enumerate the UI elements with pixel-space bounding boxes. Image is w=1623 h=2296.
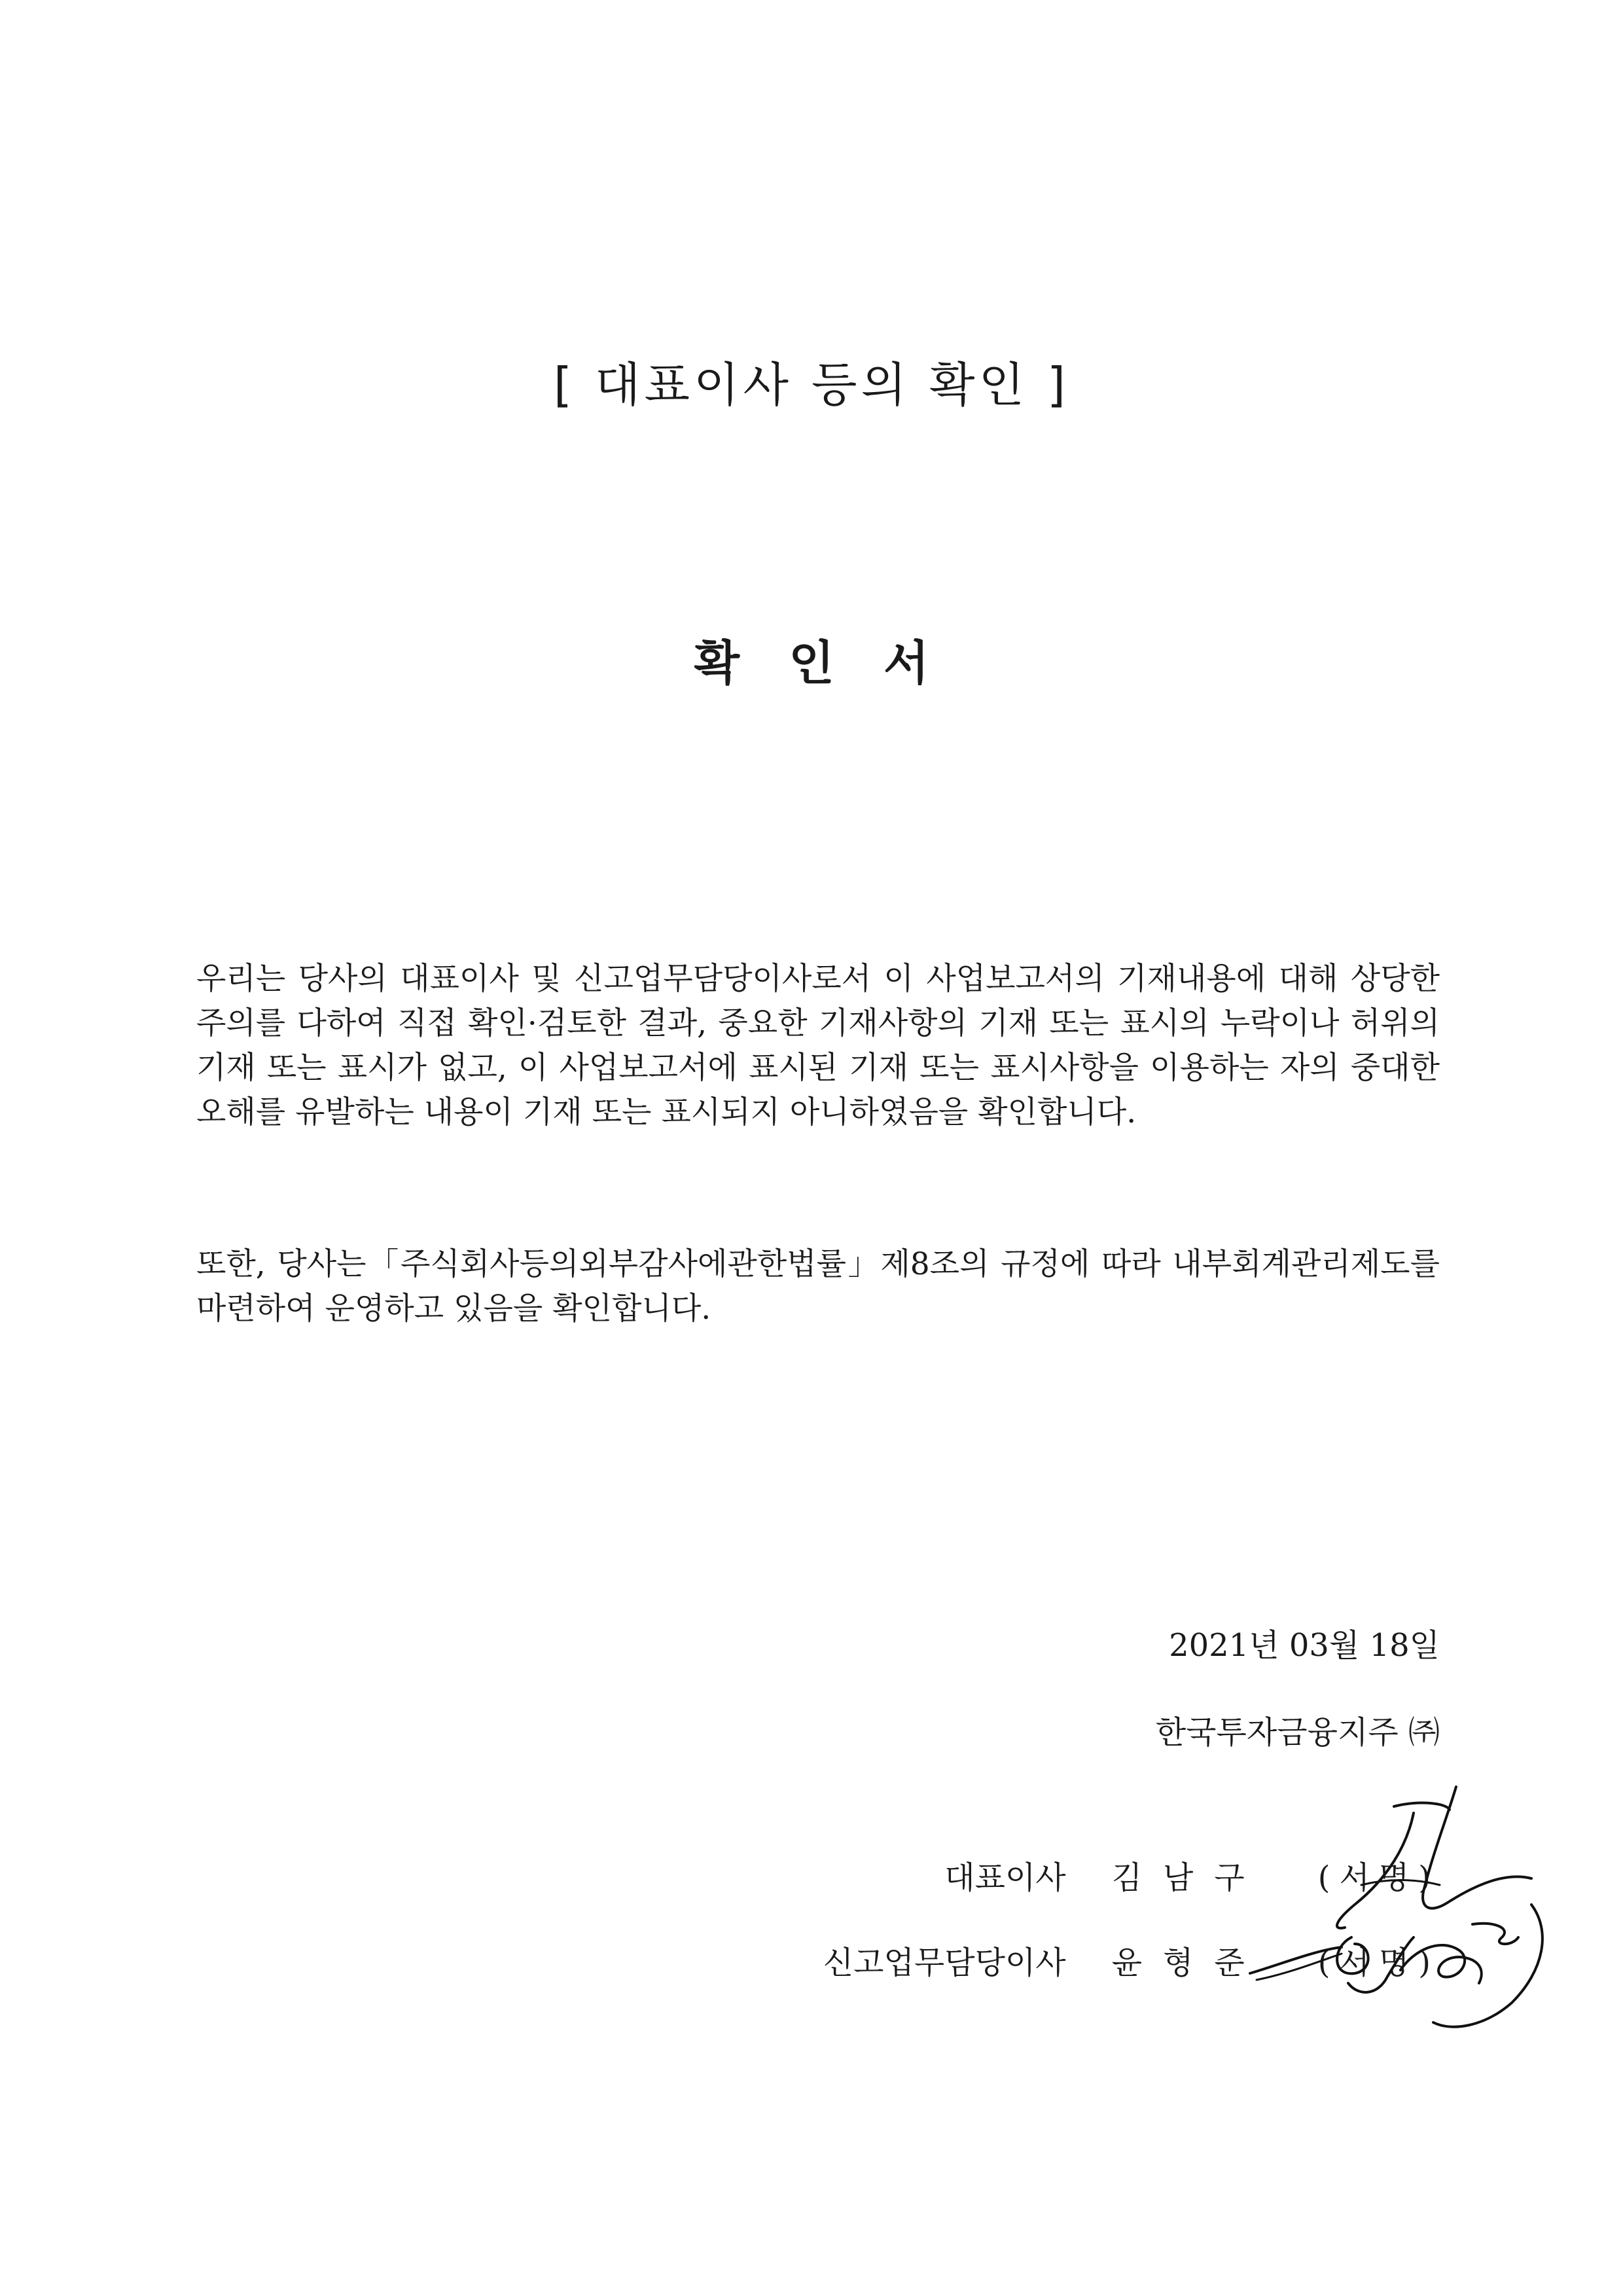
signer-role: 신고업무담당이사	[823, 1945, 1066, 1981]
document-title: 확 인 서	[694, 636, 929, 691]
company-name: 한국투자금융지주 ㈜	[1155, 1714, 1440, 1751]
signature-mark: (서명)	[1317, 1945, 1440, 1981]
signer-name: 윤형준	[1111, 1945, 1266, 1981]
signer-row-ceo	[944, 1852, 1440, 1897]
section-heading: [ 대표이사 등의 확인 ]	[553, 357, 1070, 412]
signature-mark: (서명)	[1317, 1859, 1440, 1896]
document-date: 2021년 03월 18일	[1169, 1627, 1440, 1664]
signer-name: 김남구	[1111, 1859, 1266, 1896]
signer-role: 대표이사	[944, 1859, 1066, 1896]
internal-control-paragraph: 또한, 당사는「주식회사등의외부감사에관한법률」제8조의 규정에 따라 내부회계관리제도를 마련하여 운영하고 있음을 확인합니다.	[196, 1246, 1440, 1327]
signer-row-disclosure-officer	[823, 1937, 1440, 1982]
confirmation-paragraph: 우리는 당사의 대표이사 및 신고업무담당이사로서 이 사업보고서의 기재내용에 대해 상당한 주의를 다하여 직접 확인·검토한 결과, 중요한 기재사항의 기재 또는 표시의 누락이나 허위의 기재 또는 표시가 없고, 이 사업보고서에 표시된 기재 또는 표시사항을 이용하는 자의 중대한 오해를 유발하는 내용이 기재 또는 표시되지 아니하였음을 확인합니다.	[196, 961, 1440, 1130]
